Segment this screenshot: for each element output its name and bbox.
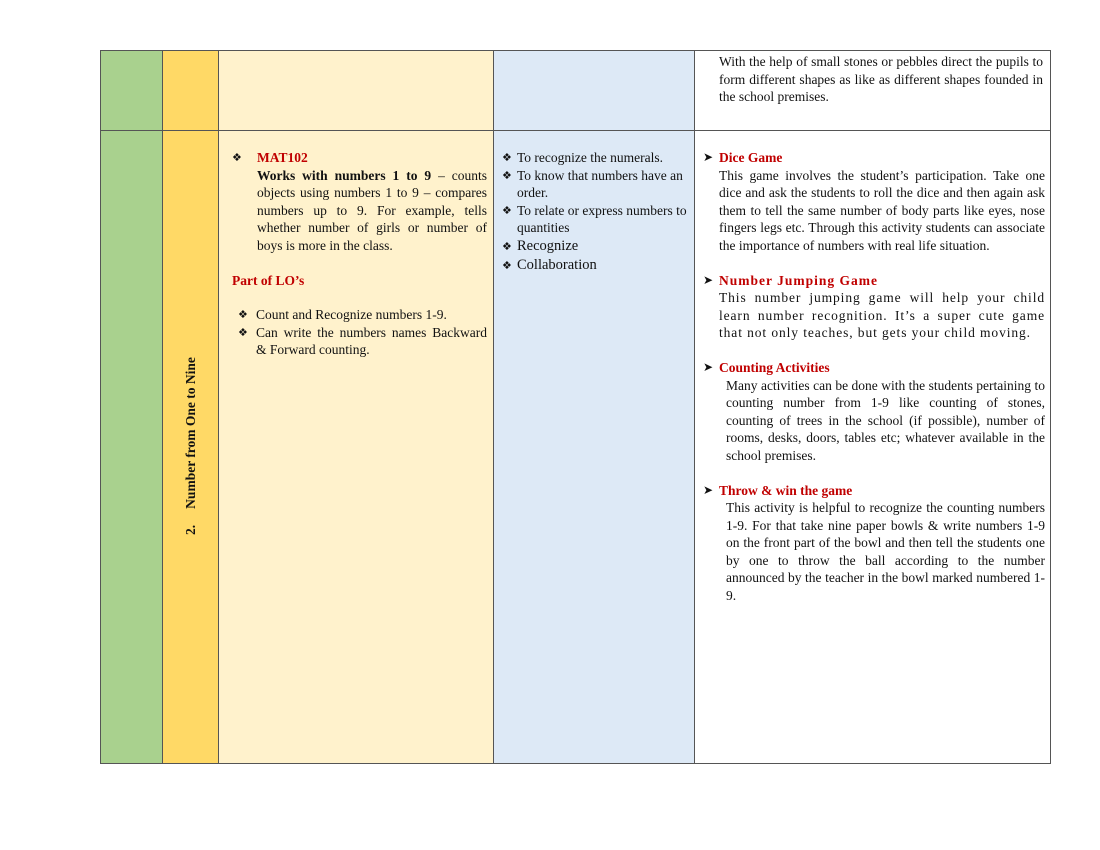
activity-number-jumping <box>703 272 1045 342</box>
diamond-bullet-icon: ❖ <box>238 308 248 322</box>
activity-title: Number Jumping Game <box>719 272 879 288</box>
diamond-bullet-icon: ❖ <box>502 203 512 217</box>
row2-activities-cell <box>694 130 1051 764</box>
objective-item: ❖ Collaboration <box>502 256 597 273</box>
topic-title: Number from One to Nine <box>182 357 198 509</box>
part-item: ❖ Count and Recognize numbers 1-9. <box>238 307 447 323</box>
lo-item <box>232 149 487 255</box>
activity-text: Many activities can be done with the students pertaining to counting number from 1-9 like counting of stones, counting of trees in the school (if possible), number of rooms, desks, doors, tables etc; whatever available in the school premises. <box>726 377 1045 463</box>
objective-item: ❖ To recognize the numerals. <box>502 150 663 165</box>
row1-green-cell <box>100 50 163 131</box>
row2-objectives-cell <box>493 130 695 764</box>
topic-label <box>183 357 199 535</box>
part-heading: Part of LO’s <box>232 272 305 288</box>
row2-green-cell <box>100 130 163 764</box>
activity-text: This activity is helpful to recognize the counting numbers 1-9. For that take nine paper bowls & write numbers 1-9 on the front part of the bowl and then tell the students one by one to throw the ball according to the number announced by the teacher in the bowl marked numbered 1-9. <box>726 500 1045 604</box>
activity-title: Counting Activities <box>719 359 830 375</box>
diamond-bullet-icon: ❖ <box>502 151 512 164</box>
lo-code: MAT102 <box>257 150 308 165</box>
activity-counting <box>703 359 1045 465</box>
row1-objectives-cell <box>493 50 695 131</box>
diamond-bullet-icon: ❖ <box>502 168 512 182</box>
activity-text: This game involves the student’s participation. Take one dice and ask the students to roll the dice and then again ask them to tell the same number of body parts like eyes, nose fingers legs etc. Through this activity students can associate the importance of numbers with real life situation. <box>719 167 1045 253</box>
arrowhead-bullet-icon: ➤ <box>703 150 714 164</box>
row1-activity-text: With the help of small stones or pebbles direct the pupils to form different shapes as like as different shapes founded in the school premises. <box>719 54 1043 105</box>
part-item: ❖ Can write the numbers names Backward & Forward counting. <box>238 324 487 358</box>
diamond-bullet-icon: ❖ <box>502 258 512 272</box>
activity-text: This number jumping game will help your child learn number recognition. It’s a super cute game that not only teaches, but gets your child moving. <box>719 290 1045 341</box>
lo-title: Works with numbers 1 to 9 <box>257 167 432 183</box>
row2-lo-cell <box>218 130 494 764</box>
activity-title: Dice Game <box>719 150 783 165</box>
arrowhead-bullet-icon: ➤ <box>703 272 714 287</box>
row2-topic-cell <box>162 130 219 764</box>
arrowhead-bullet-icon: ➤ <box>703 482 714 497</box>
diamond-bullet-icon: ❖ <box>238 325 248 339</box>
row1-number-cell <box>162 50 219 131</box>
lo-description-block <box>257 167 487 255</box>
activity-title: Throw & win the game <box>719 482 853 498</box>
topic-number: 2. <box>182 524 198 535</box>
activity-throw-win <box>703 482 1045 605</box>
row1-lo-cell <box>218 50 494 131</box>
arrowhead-bullet-icon: ➤ <box>703 359 714 374</box>
diamond-bullet-icon: ❖ <box>232 151 242 164</box>
objective-item: ❖ Recognize <box>502 237 579 254</box>
row1-activities-cell <box>694 50 1051 131</box>
activity-dice-game <box>703 149 1045 255</box>
objective-item: ❖ To know that numbers have an order. <box>502 167 683 201</box>
objective-item: ❖ To relate or express numbers to quantities <box>502 202 687 236</box>
diamond-bullet-icon: ❖ <box>502 239 512 253</box>
lo-description: – counts objects using numbers 1 to 9 – compares numbers up to 9. For example, tells whether number of girls or number of boys is more in the class. <box>257 167 488 253</box>
